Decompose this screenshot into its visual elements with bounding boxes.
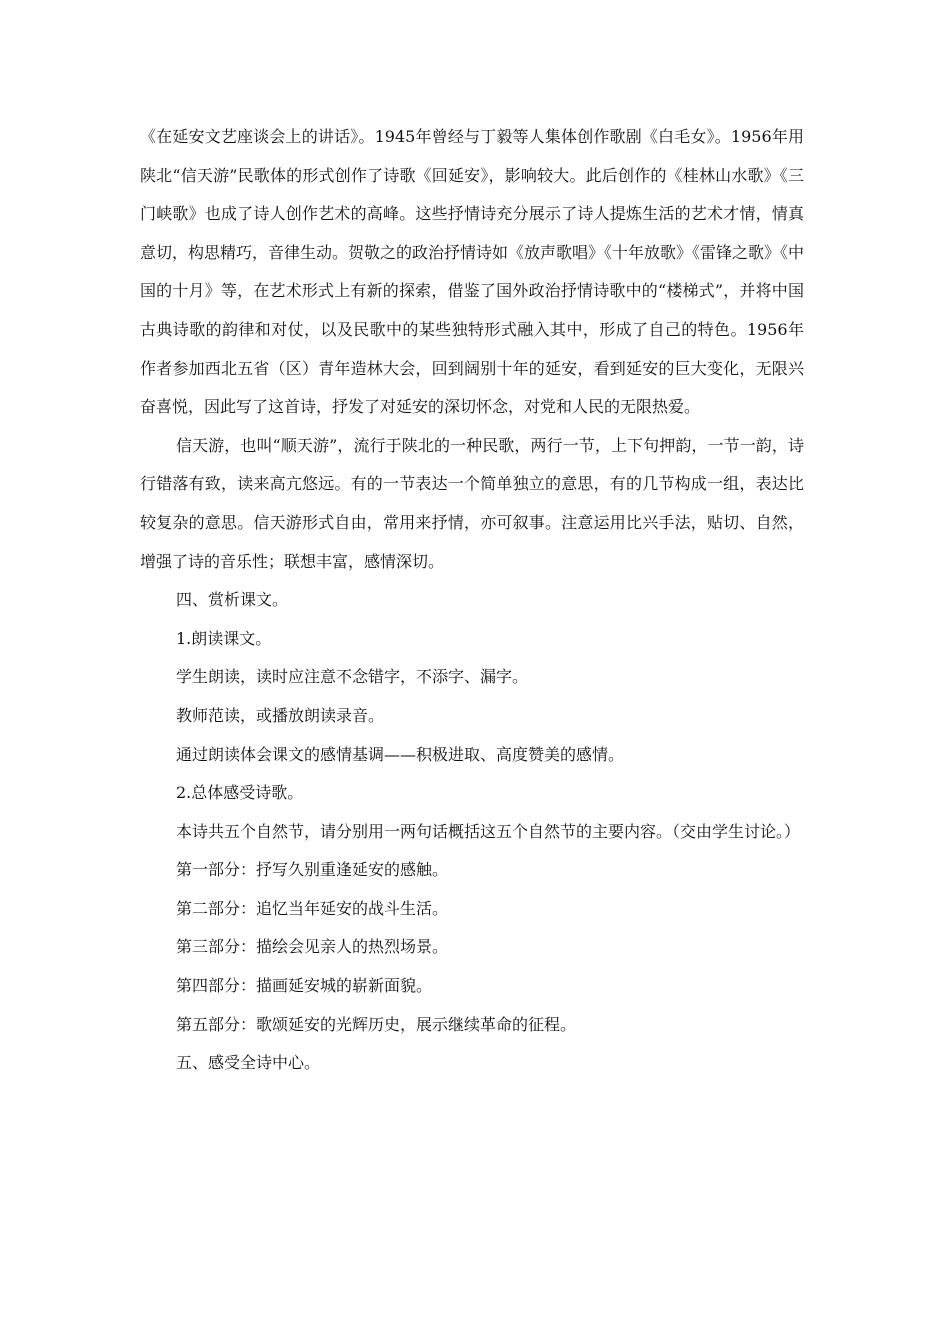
subheading-overall-feel: 2.总体感受诗歌。 [176, 783, 304, 803]
subheading-read-aloud: 1.朗读课文。 [176, 628, 272, 648]
document-body [140, 118, 804, 1083]
list-item-part-3: 第三部分：描绘会见亲人的热烈场景。 [176, 937, 449, 957]
list-item-part-2: 第二部分：追忆当年延安的战斗生活。 [176, 898, 449, 918]
list-item-part-1: 第一部分：抒写久别重逢延安的感触。 [176, 860, 449, 880]
paragraph-discussion-question: 本诗共五个自然节，请分别用一两句话概括这五个自然节的主要内容。（交由学生讨论。） [176, 821, 801, 841]
section-heading-appreciate-text: 四、赏析课文。 [176, 590, 289, 610]
paragraph-xintianyou: 信天游，也叫“顺天游”，流行于陕北的一种民歌，两行一节，上下句押韵，一节一韵，诗行错落有致，读来高亢悠远。有的一节表达一个简单独立的意思，有的几节构成一组，表达比较复杂的意思。信天游形式自由，常用来抒情，亦可叙事。注意运用比兴手法，贴切、自然，增强了诗的音乐性；联想丰富，感情深切。 [140, 435, 804, 571]
list-item-part-4: 第四部分：描画延安城的崭新面貌。 [176, 976, 433, 996]
paragraph-student-reading: 学生朗读，读时应注意不念错字，不添字、漏字。 [176, 667, 529, 687]
paragraph-teacher-reading: 教师范读，或播放朗读录音。 [176, 705, 385, 725]
paragraph-emotional-tone: 通过朗读体会课文的感情基调——积极进取、高度赞美的感情。 [176, 744, 625, 764]
paragraph-author-background: 《在延安文艺座谈会上的讲话》。1945年曾经与丁毅等人集体创作歌剧《白毛女》。1956年用陕北“信天游”民歌体的形式创作了诗歌《回延安》，影响较大。此后创作的《桂林山水歌》《三门峡歌》也成了诗人创作艺术的高峰。这些抒情诗充分展示了诗人提炼生活的艺术才情，情真意切，构思精巧，音律生动。贺敬之的政治抒情诗如《放声歌唱》《十年放歌》《雷锋之歌》《中国的十月》等，在艺术形式上有新的探索，借鉴了国外政治抒情诗歌中的“楼梯式”，并将中国古典诗歌的韵律和对仗，以及民歌中的某些独特形式融入其中，形成了自己的特色。1956年作者参加西北五省（区）青年造林大会，回到阔别十年的延安，看到延安的巨大变化，无限兴奋喜悦，因此写了这首诗，抒发了对延安的深切怀念，对党和人民的无限热爱。 [140, 127, 805, 417]
list-item-part-5: 第五部分：歌颂延安的光辉历史，展示继续革命的征程。 [176, 1014, 577, 1034]
section-heading-poem-theme: 五、感受全诗中心。 [176, 1053, 321, 1073]
